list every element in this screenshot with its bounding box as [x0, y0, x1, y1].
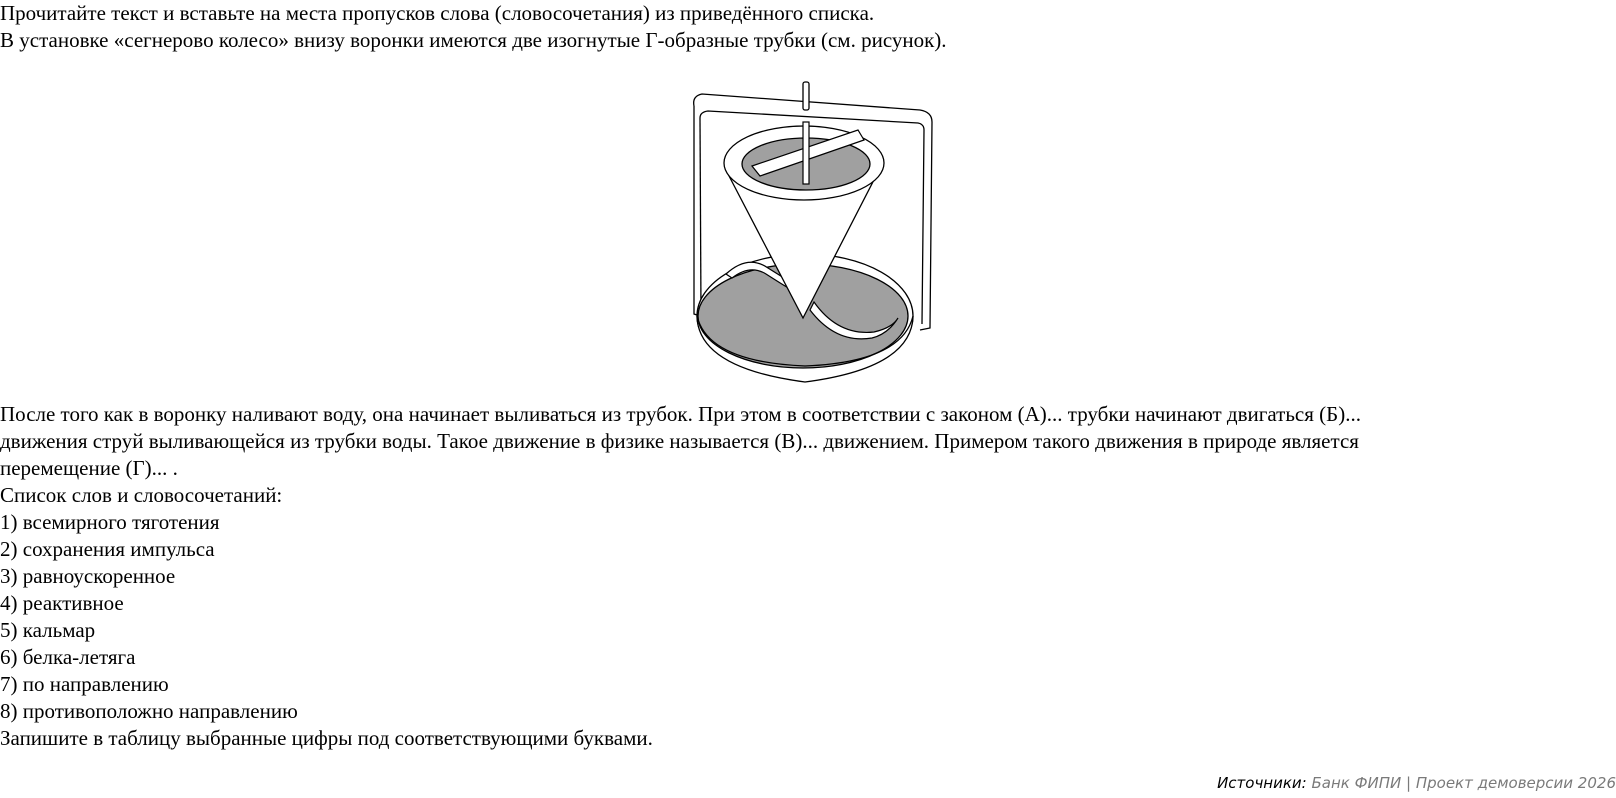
figure-container [0, 54, 1616, 401]
paragraph-line: После того как в воронку наливают воду, она начинает выливаться из трубок. При этом в соответствии с законом (А)... трубки начинают двигаться (Б)... [0, 402, 1361, 426]
sources-label: Источники: [1217, 774, 1307, 792]
list-title: Список слов и словосочетаний: [0, 483, 283, 507]
option-item: 2) сохранения импульса [0, 537, 215, 561]
options-list [0, 509, 1616, 725]
task-closing: Запишите в таблицу выбранные цифры под соответствующими буквами. [0, 726, 653, 750]
task-paragraph [0, 401, 1580, 482]
option-item: 7) по направлению [0, 672, 169, 696]
option-item: 3) равноускоренное [0, 564, 176, 588]
option-item: 1) всемирного тяготения [0, 510, 220, 534]
segner-wheel-figure [688, 78, 942, 398]
task-instruction: Прочитайте текст и вставьте на места пропусков слова (словосочетания) из приведённого списка. [0, 1, 875, 25]
option-item: 8) противоположно направлению [0, 699, 298, 723]
paragraph-line: движения струй выливающейся из трубки воды. Такое движение в физике называется (В)... движением. Примером такого движения в природе является [0, 429, 1359, 453]
task-intro: В установке «сегнерово колесо» внизу воронки имеются две изогнутые Г-образные трубки (см. рисунок). [0, 28, 947, 52]
option-item: 4) реактивное [0, 591, 124, 615]
sources-footer [1217, 773, 1616, 793]
option-item: 6) белка-летяга [0, 645, 136, 669]
sources-text: Банк ФИПИ | Проект демоверсии 2026 [1306, 774, 1616, 792]
option-item: 5) кальмар [0, 618, 96, 642]
paragraph-line: перемещение (Г)... . [0, 456, 178, 480]
